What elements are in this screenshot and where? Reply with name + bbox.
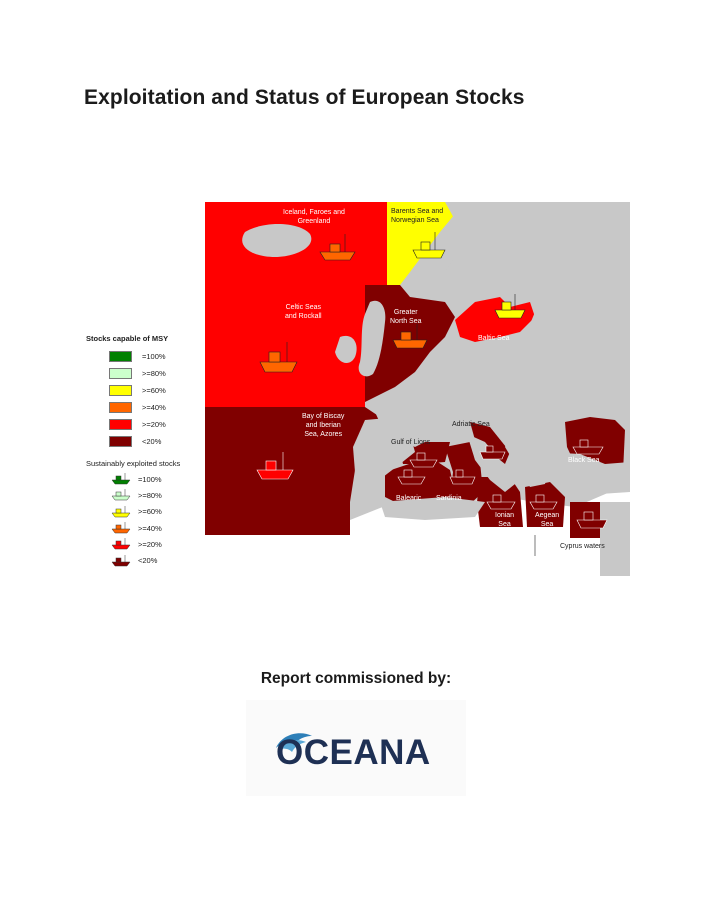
legend-sustainable-title: Sustainably exploited stocks [86, 459, 181, 468]
label-aegean: Aegean Sea [535, 512, 560, 528]
boat-icon [110, 522, 132, 534]
label-baltic: Baltic Sea [478, 335, 510, 342]
label-blacksea: Black Sea [568, 457, 600, 464]
legend-sustainable-item: >=40% [86, 520, 201, 536]
europe-stocks-map [205, 202, 630, 576]
legend-sustainable [86, 459, 201, 569]
swatch-icon [109, 436, 132, 447]
logo-text: OCEANA [276, 733, 431, 772]
legend-msy-item: >=80% [86, 365, 201, 382]
boat-icon [110, 555, 132, 567]
label-northsea: Greater North Sea [390, 309, 422, 325]
legend-sustainable-item: >=20% [86, 536, 201, 552]
legend-sustainable-item: =100% [86, 471, 201, 487]
label-sardinia: Sardinia [436, 495, 462, 502]
swatch-icon [109, 385, 132, 396]
boat-icon [110, 473, 132, 485]
legend-sustainable-item: >=80% [86, 487, 201, 503]
swatch-icon [109, 402, 132, 413]
label-iceland: Iceland, Faroes and Greenland [283, 209, 345, 225]
page-title: Exploitation and Status of European Stocks [84, 86, 525, 109]
swatch-icon [109, 351, 132, 362]
legend-msy-item: >=40% [86, 399, 201, 416]
label-ionian: Ionian Sea [495, 512, 515, 528]
legend-sustainable-item: <20% [86, 552, 201, 568]
legend-msy-title: Stocks capable of MSY [86, 334, 169, 343]
legend-msy [86, 334, 201, 450]
label-lions: Gulf of Lions [391, 439, 431, 446]
boat-icon [110, 538, 132, 550]
label-barents: Barents Sea and Norwegian Sea [391, 208, 444, 224]
legend-msy-item: >=60% [86, 382, 201, 399]
oceana-logo [246, 700, 466, 796]
label-balearic: Balearic [396, 495, 422, 502]
label-celtic: Celtic Seas and Rockall [285, 304, 322, 320]
label-cyprus: Cyprus waters [560, 543, 605, 550]
legend-sustainable-item: >=60% [86, 504, 201, 520]
legend-msy-item: <20% [86, 433, 201, 450]
legend-msy-item: =100% [86, 348, 201, 365]
legend-msy-item: >=20% [86, 416, 201, 433]
label-biscay: Bay of Biscay and Iberian Sea, Azores [302, 413, 345, 438]
swatch-icon [109, 419, 132, 430]
boat-icon [110, 489, 132, 501]
report-commissioned-label: Report commissioned by: [260, 670, 452, 687]
map-canvas [205, 202, 630, 576]
boat-icon [110, 506, 132, 518]
label-adriatic: Adriatic Sea [452, 421, 490, 428]
swatch-icon [109, 368, 132, 379]
